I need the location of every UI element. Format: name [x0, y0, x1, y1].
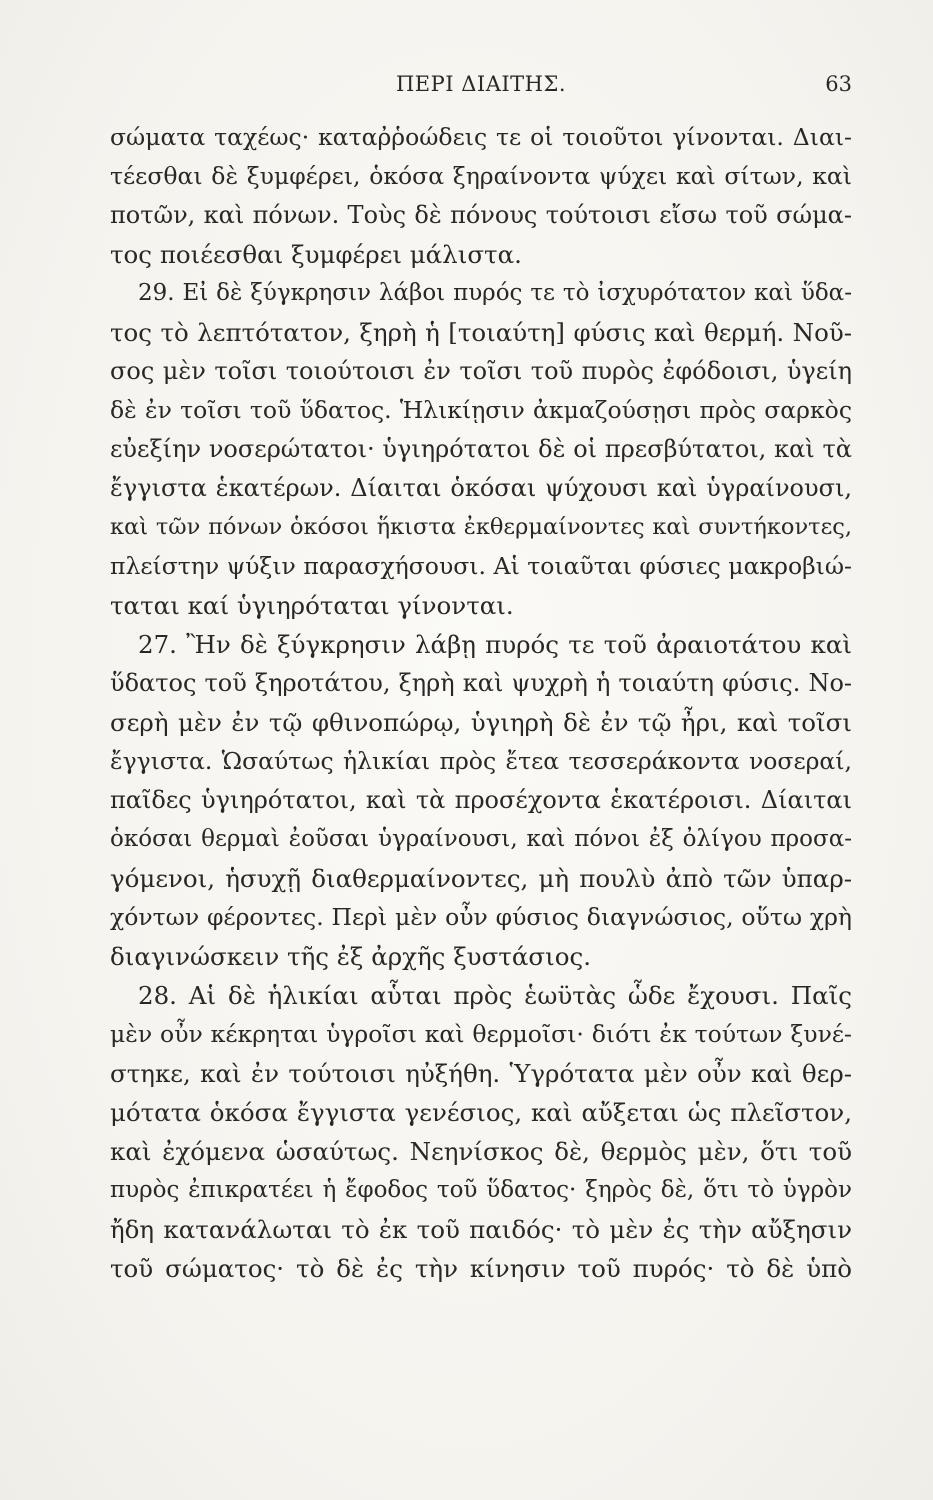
- text-line: ταται καί ὑγιηρόταται γίνονται.: [110, 591, 514, 620]
- body-text: [110, 118, 852, 1288]
- text-line: τος ποιέεσθαι ξυμφέρει μάλιστα.: [110, 240, 522, 269]
- text-line: σος μὲν τοῖσι τοιούτοισι ἐν τοῖσι τοῦ πυρὸς ἐφόδοισι, ὑγείη: [110, 357, 852, 385]
- text-line: ἔγγιστα ἑκατέρων. Δίαιται ὁκόσαι ψύχουσι καὶ ὑγραίνουσι,: [110, 474, 852, 502]
- text-line: εὐεξίην νοσερώτατοι· ὑγιηρότατοι δὲ οἱ πρεσβύτατοι, καὶ τὰ: [110, 435, 852, 463]
- text-line: δὲ ἐν τοῖσι τοῦ ὕδατος. Ἡλικίῃσιν ἀκμαζούσῃσι πρὸς σαρκὸς: [110, 396, 852, 424]
- text-line: μότατα ὁκόσα ἔγγιστα γενέσιος, καὶ αὔξεται ὡς πλεῖστον,: [110, 1098, 852, 1127]
- text-line: καὶ τῶν πόνων ὁκόσοι ἥκιστα ἐκθερμαίνοντες καὶ συντήκοντες,: [110, 514, 852, 540]
- paragraph-start-27: 27. Ἢν δὲ ξύγκρησιν λάβῃ πυρός τε τοῦ ἀραιοτάτου καὶ: [138, 630, 852, 659]
- text-line: τος τὸ λεπτότατον, ξηρὴ ἡ [τοιαύτη] φύσις καὶ θερμή. Νοῦ-: [110, 318, 852, 347]
- text-line: τοῦ σώματος· τὸ δὲ ἐς τὴν κίνησιν τοῦ πυρός· τὸ δὲ ὑπὸ: [110, 1254, 852, 1283]
- running-title: ΠΕΡΙ ΔΙΑΙΤΗΣ.: [395, 72, 566, 96]
- paragraph-start-28: 28. Αἱ δὲ ἡλικίαι αὗται πρὸς ἑωϋτὰς ὧδε ἔχουσι. Παῖς: [138, 981, 852, 1010]
- text-line: χόντων φέροντες. Περὶ μὲν οὖν φύσιος διαγνώσιος, οὕτω χρὴ: [110, 903, 852, 931]
- text-line: μὲν οὖν κέκρηται ὑγροῖσι καὶ θερμοῖσι· διότι ἐκ τούτων ξυνέ-: [110, 1020, 852, 1048]
- page-header: [110, 72, 852, 108]
- text-line: σερὴ μὲν ἐν τῷ φθινοπώρῳ, ὑγιηρὴ δὲ ἐν τῷ ἦρι, καὶ τοῖσι: [110, 708, 852, 737]
- text-line: ἤδη κατανάλωται τὸ ἐκ τοῦ παιδός· τὸ μὲν ἐς τὴν αὔξησιν: [110, 1215, 852, 1244]
- text-line: πυρὸς ἐπικρατέει ἡ ἔφοδος τοῦ ὕδατος· ξηρὸς δὲ, ὅτι τὸ ὑγρὸν: [110, 1177, 852, 1203]
- text-line: ὕδατος τοῦ ξηροτάτου, ξηρὴ καὶ ψυχρὴ ἡ τοιαύτη φύσις. Νο-: [110, 669, 852, 697]
- text-line: διαγινώσκειν τῆς ἐξ ἀρχῆς ξυστάσιος.: [110, 942, 591, 971]
- text-line: καὶ ἐχόμενα ὡσαύτως. Νεηνίσκος δὲ, θερμὸς μὲν, ὅτι τοῦ: [110, 1137, 852, 1166]
- text-line: παῖδες ὑγιηρότατοι, καὶ τὰ προσέχοντα ἑκατέροισι. Δίαιται: [110, 786, 852, 814]
- text-line: ὁκόσαι θερμαὶ ἐοῦσαι ὑγραίνουσι, καὶ πόνοι ἐξ ὀλίγου προσα-: [110, 826, 852, 852]
- page-number: 63: [825, 72, 852, 96]
- text-line: σώματα ταχέως· καταῤῥοώδεις τε οἱ τοιοῦτοι γίνονται. Διαι-: [110, 123, 852, 151]
- text-line: ποτῶν, καὶ πόνων. Τοὺς δὲ πόνους τούτοισι εἴσω τοῦ σώμα-: [110, 201, 852, 229]
- text-line: ἔγγιστα. Ὡσαύτως ἡλικίαι πρὸς ἔτεα τεσσεράκοντα νοσεραί,: [110, 747, 852, 775]
- text-line: τέεσθαι δὲ ξυμφέρει, ὁκόσα ξηραίνοντα ψύχει καὶ σίτων, καὶ: [110, 162, 852, 190]
- text-line: γόμενοι, ἡσυχῇ διαθερμαίνοντες, μὴ πουλὺ ἀπὸ τῶν ὑπαρ-: [110, 864, 852, 893]
- text-line: πλείστην ψύξιν παρασχήσουσι. Αἱ τοιαῦται φύσιες μακροβιώ-: [110, 552, 852, 580]
- text-line: στηκε, καὶ ἐν τούτοισι ηὐξήθη. Ὑγρότατα μὲν οὖν καὶ θερ-: [110, 1059, 852, 1088]
- paragraph-start-29: 29. Εἰ δὲ ξύγκρησιν λάβοι πυρός τε τὸ ἰσχυρότατον καὶ ὕδα-: [138, 280, 852, 306]
